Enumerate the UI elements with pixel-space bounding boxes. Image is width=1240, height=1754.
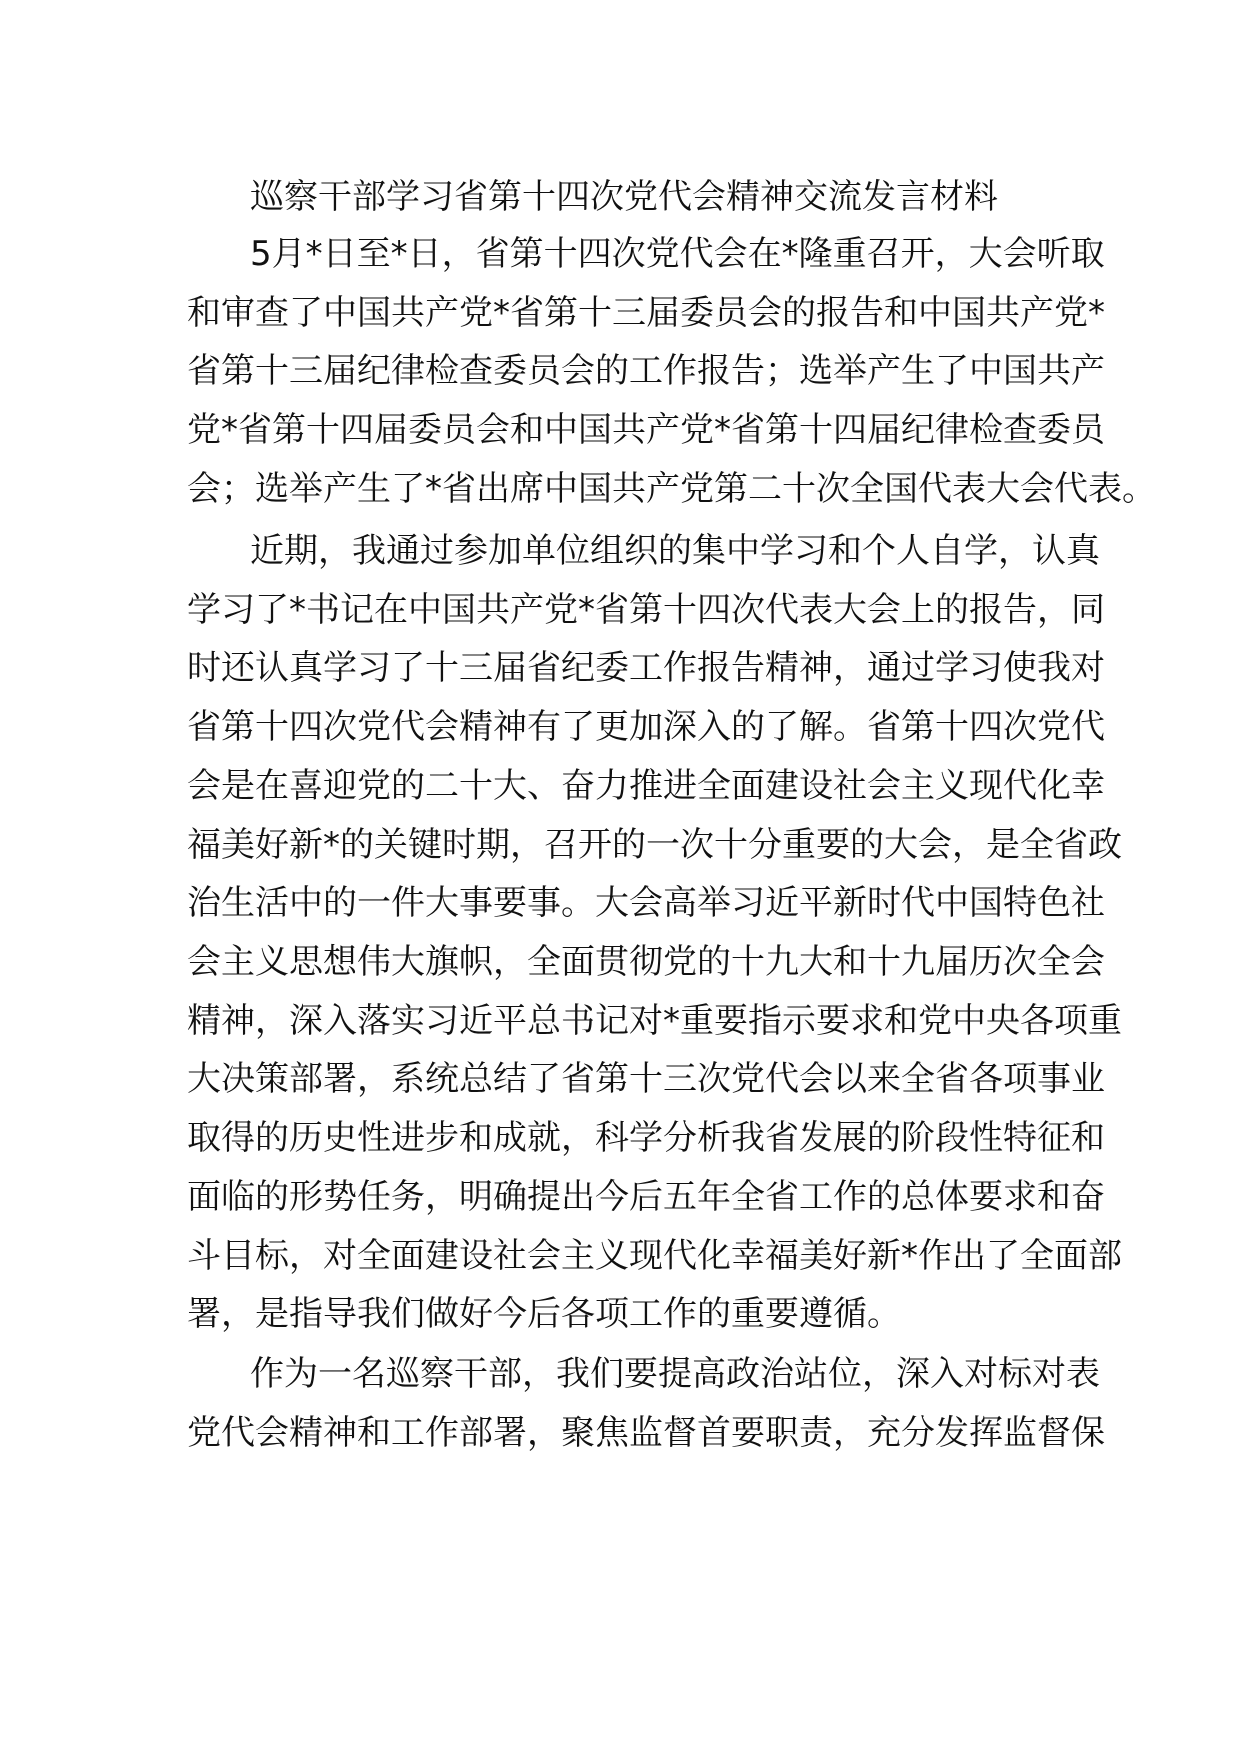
document-title: 巡察干部学习省第十四次党代会精神交流发言材料 [250, 177, 998, 217]
paragraph-line: 治生活中的一件大事要事。大会高举习近平新时代中国特色社 [187, 883, 1105, 923]
paragraph-line: 福美好新*的关键时期，召开的一次十分重要的大会，是全省政 [187, 825, 1122, 865]
paragraph-line: 省第十三届纪律检查委员会的工作报告；选举产生了中国共产 [187, 351, 1105, 391]
paragraph-line: 斗目标，对全面建设社会主义现代化幸福美好新*作出了全面部 [187, 1236, 1122, 1276]
paragraph-line: 党*省第十四届委员会和中国共产党*省第十四届纪律检查委员 [187, 410, 1105, 450]
paragraph-line: 党代会精神和工作部署，聚焦监督首要职责，充分发挥监督保 [187, 1413, 1105, 1453]
paragraph-line: 会；选举产生了*省出席中国共产党第二十次全国代表大会代表。 [187, 469, 1156, 509]
paragraph-line: 署，是指导我们做好今后各项工作的重要遵循。 [187, 1294, 901, 1334]
paragraph-line: 时还认真学习了十三届省纪委工作报告精神，通过学习使我对 [187, 648, 1105, 688]
paragraph-line: 精神，深入落实习近平总书记对*重要指示要求和党中央各项重 [187, 1001, 1122, 1041]
paragraph-line: 会是在喜迎党的二十大、奋力推进全面建设社会主义现代化幸 [187, 766, 1105, 806]
paragraph-line: 近期，我通过参加单位组织的集中学习和个人自学，认真 [250, 531, 1100, 571]
paragraph-line: 省第十四次党代会精神有了更加深入的了解。省第十四次党代 [187, 707, 1105, 747]
paragraph-line: 作为一名巡察干部，我们要提高政治站位，深入对标对表 [250, 1354, 1100, 1394]
paragraph-line: 取得的历史性进步和成就，科学分析我省发展的阶段性特征和 [187, 1118, 1105, 1158]
paragraph-line: 会主义思想伟大旗帜，全面贯彻党的十九大和十九届历次全会 [187, 942, 1105, 982]
paragraph-line: 大决策部署，系统总结了省第十三次党代会以来全省各项事业 [187, 1059, 1105, 1099]
paragraph-line: 5月*日至*日，省第十四次党代会在*隆重召开，大会听取 [250, 234, 1105, 274]
paragraph-line: 面临的形势任务，明确提出今后五年全省工作的总体要求和奋 [187, 1177, 1105, 1217]
paragraph-line: 学习了*书记在中国共产党*省第十四次代表大会上的报告，同 [187, 590, 1105, 630]
paragraph-line: 和审查了中国共产党*省第十三届委员会的报告和中国共产党* [187, 293, 1105, 333]
